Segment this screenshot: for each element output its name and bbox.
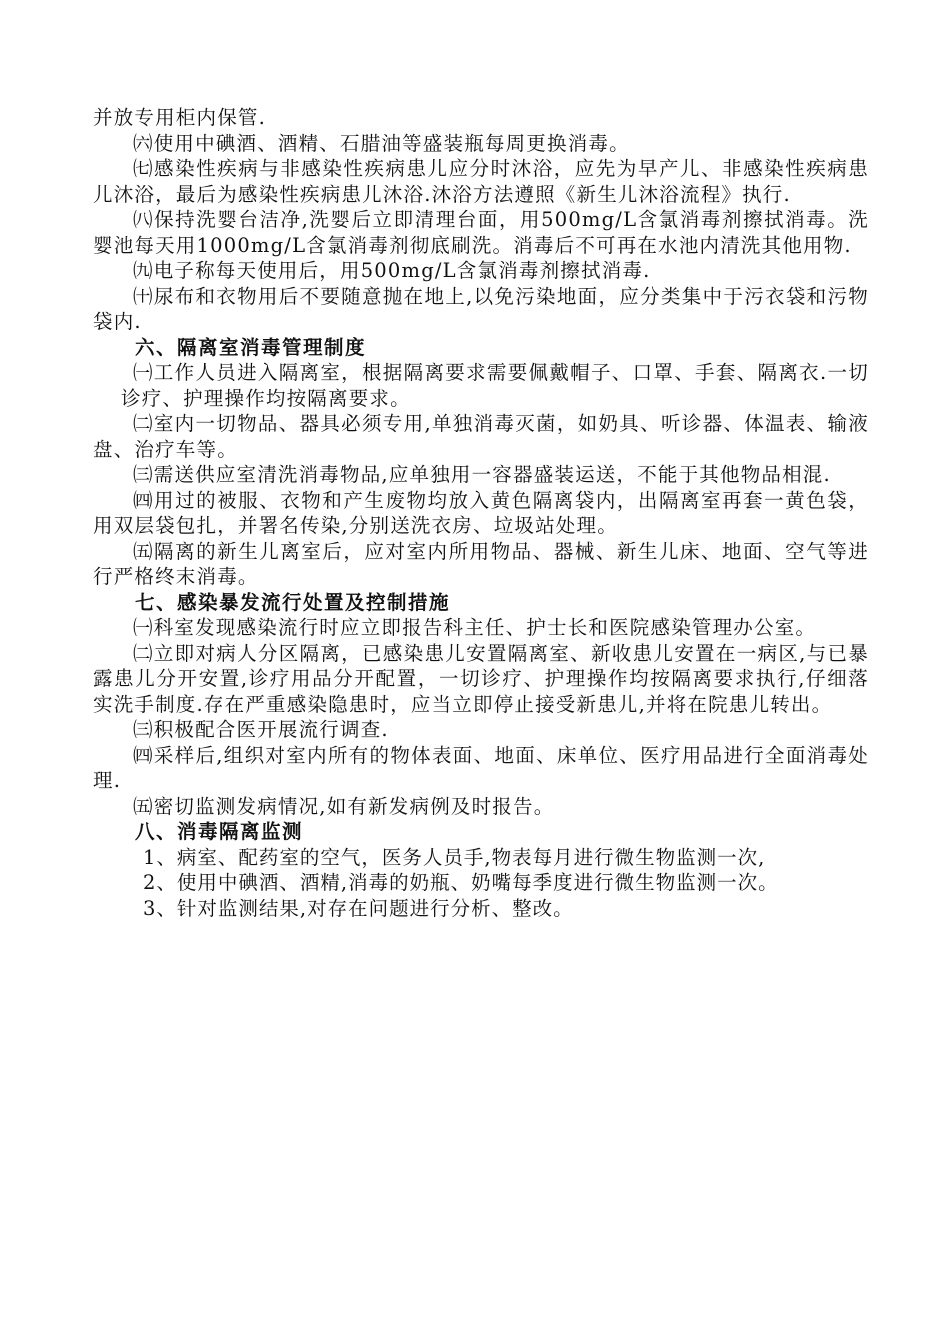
section8-item-1: 1、病室、配药室的空气，医务人员手,物表每月进行微生物监测一次, xyxy=(143,845,766,869)
section6-item-3: ㈢需送供应室清洗消毒物品,应单独用一容器盛装运送，不能于其他物品相混. xyxy=(133,463,831,486)
section7-item-1: ㈠科室发现感染流行时应立即报告科主任、护士长和医院感染管理办公室。 xyxy=(133,616,817,639)
section7-item-4: ㈣采样后,组织对室内所有的物体表面、地面、床单位、医疗用品进行全面消毒处理. xyxy=(93,743,869,792)
section-heading-7: 七、感染暴发流行处置及控制措施 xyxy=(135,590,451,614)
paragraph-item-7: ㈦感染性疾病与非感染性疾病患儿应分时沐浴，应先为早产儿、非感染性疾病患儿沐浴，最后为感染性疾病患儿沐浴.沐浴方法遵照《新生儿沐浴流程》执行. xyxy=(93,157,869,206)
section6-item-1: ㈠工作人员进入隔离室，根据隔离要求需要佩戴帽子、口罩、手套、隔离衣.一切诊疗、护理操作均按隔离要求。 xyxy=(121,361,869,410)
section-heading-6: 六、隔离室消毒管理制度 xyxy=(135,335,367,359)
paragraph-continuation: 并放专用柜内保管. xyxy=(93,106,266,129)
section6-item-5: ㈤隔离的新生儿离室后，应对室内所用物品、器械、新生儿床、地面、空气等进行严格终末消毒。 xyxy=(93,539,869,588)
section-heading-8: 八、消毒隔离监测 xyxy=(135,820,304,843)
section7-item-5: ㈤密切监测发病情况,如有新发病例及时报告。 xyxy=(133,794,555,818)
section6-item-4: ㈣用过的被服、衣物和产生废物均放入黄色隔离袋内，出隔离室再套一黄色袋，用双层袋包扎，并署名传染,分别送洗衣房、垃圾站处理。 xyxy=(93,488,869,537)
document-page xyxy=(93,105,869,921)
section6-item-2: ㈡室内一切物品、器具必须专用,单独消毒灭菌，如奶具、听诊器、体温表、输液盘、治疗车等。 xyxy=(93,412,869,461)
paragraph-item-10: ㈩尿布和衣物用后不要随意抛在地上,以免污染地面，应分类集中于污衣袋和污物袋内. xyxy=(93,284,869,333)
section8-item-3: 3、针对监测结果,对存在问题进行分析、整改。 xyxy=(143,896,574,920)
paragraph-item-6: ㈥使用中碘酒、酒精、石腊油等盛装瓶每周更换消毒。 xyxy=(133,131,630,155)
paragraph-item-9: ㈨电子称每天使用后，用500mg/L含氯消毒剂擦拭消毒. xyxy=(133,259,651,282)
section8-item-2: 2、使用中碘酒、酒精,消毒的奶瓶、奶嘴每季度进行微生物监测一次。 xyxy=(143,871,779,894)
section7-item-2: ㈡立即对病人分区隔离，已感染患儿安置隔离室、新收患儿安置在一病区,与已暴露患儿分开安置,诊疗用品分开配置，一切诊疗、护理操作均按隔离要求执行,仔细落实洗手制度.存在严重感染隐患时，应当立即停止接受新患儿,并将在院患儿转出。 xyxy=(93,641,869,716)
paragraph-item-8: ㈧保持洗婴台洁净,洗婴后立即清理台面，用500mg/L含氯消毒剂擦拭消毒。洗婴池每天用1000mg/L含氯消毒剂彻底刷洗。消毒后不可再在水池内清洗其他用物. xyxy=(93,208,869,257)
section7-item-3: ㈢积极配合医开展流行调查. xyxy=(133,718,389,741)
